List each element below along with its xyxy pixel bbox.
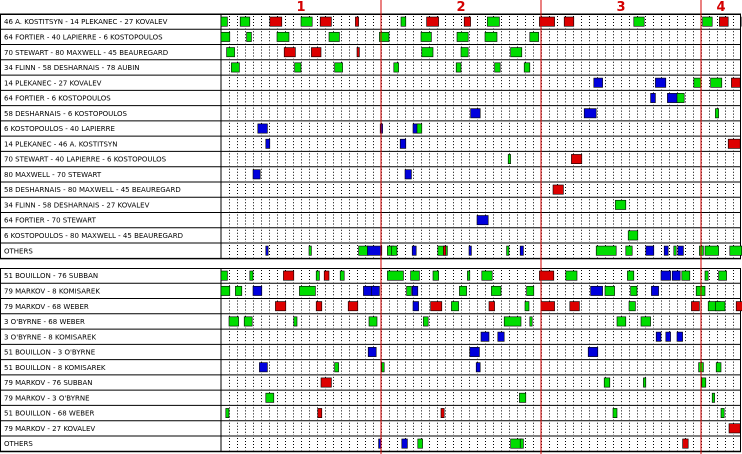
shift-bar — [615, 200, 625, 209]
shift-bar — [498, 332, 504, 341]
shift-bar — [524, 63, 530, 72]
shift-bar — [407, 286, 412, 295]
row-label: 70 STEWART - 80 MAXWELL - 45 BEAUREGARD — [4, 48, 169, 57]
shift-bar — [477, 216, 488, 225]
shift-bar — [530, 32, 539, 41]
shift-bar — [357, 48, 359, 57]
shift-bar — [489, 302, 495, 311]
shift-bar — [441, 408, 444, 417]
row-label: 46 A. KOSTITSYN - 14 PLEKANEC - 27 KOVALEV — [4, 18, 168, 27]
shift-bar — [511, 48, 522, 57]
shift-bar — [457, 32, 468, 41]
shift-bar — [631, 286, 637, 295]
row-label: 6 KOSTOPOULOS - 80 MAXWELL - 45 BEAUREGARD — [4, 232, 183, 241]
row-label: OTHERS — [4, 440, 33, 449]
shift-bar — [240, 17, 250, 26]
shift-bar — [519, 393, 525, 402]
shift-bar — [682, 271, 690, 280]
shift-bar — [309, 246, 311, 255]
row-label: 3 O'BYRNE - 8 KOMISAREK — [4, 333, 97, 342]
shift-bar — [482, 271, 492, 280]
shift-bar — [469, 246, 471, 255]
shift-bar — [643, 378, 645, 387]
shift-bar — [387, 271, 403, 280]
shift-bar — [605, 286, 615, 295]
shift-bar — [731, 78, 740, 87]
shift-bar — [508, 154, 510, 163]
shift-bar — [335, 363, 339, 372]
shift-bar — [275, 302, 285, 311]
shift-bar — [730, 246, 742, 255]
shift-bar — [594, 78, 603, 87]
shift-bar — [634, 17, 644, 26]
shift-bar — [221, 286, 230, 295]
shift-bar — [367, 246, 381, 255]
shift-bar — [329, 32, 339, 41]
shift-bar — [541, 302, 555, 311]
row-label: 79 MARKOV - 27 KOVALEV — [4, 424, 96, 433]
shift-bar — [405, 170, 411, 179]
shift-bar — [311, 48, 321, 57]
shift-bar — [294, 317, 297, 326]
shift-bar — [355, 17, 358, 26]
shift-bar — [507, 246, 509, 255]
shift-bar — [253, 286, 262, 295]
shift-bar — [487, 17, 499, 26]
shift-bar — [530, 317, 532, 326]
row-label: 51 BOUILLON - 3 O'BYRNE — [4, 348, 96, 357]
row-label: 79 MARKOV - 68 WEBER — [4, 302, 89, 311]
shift-bar — [656, 332, 661, 341]
shift-bar — [335, 63, 343, 72]
shift-bar — [641, 317, 651, 326]
shift-bar — [715, 302, 725, 311]
shift-bar — [316, 271, 319, 280]
shift-bar — [703, 17, 713, 26]
shift-bar — [666, 332, 671, 341]
shift-bar — [316, 302, 322, 311]
shift-bar — [674, 246, 676, 255]
shift-bar — [266, 246, 268, 255]
shift-bar — [412, 246, 416, 255]
shift-bar — [705, 271, 708, 280]
shift-bar — [588, 347, 598, 356]
shift-bar — [476, 363, 480, 372]
shift-bar — [627, 271, 633, 280]
shift-bar — [258, 124, 268, 133]
shift-bar — [324, 271, 329, 280]
shift-bar — [456, 63, 461, 72]
shift-bar — [244, 317, 252, 326]
shift-bar — [678, 246, 684, 255]
shift-bar — [413, 302, 419, 311]
shift-bar — [301, 17, 312, 26]
shift-bar — [485, 32, 497, 41]
shift-bar — [363, 286, 372, 295]
row-label: 79 MARKOV - 8 KOMISAREK — [4, 287, 100, 296]
shift-bar — [253, 170, 260, 179]
shift-bar — [626, 246, 632, 255]
shift-bar — [539, 271, 553, 280]
header-strip — [0, 0, 741, 14]
shift-bar — [571, 154, 581, 163]
row-label: 79 MARKOV - 3 O'BYRNE — [4, 394, 90, 403]
row-label: OTHERS — [4, 247, 33, 256]
shift-bar — [677, 332, 683, 341]
shift-bar — [451, 302, 458, 311]
shift-bar — [736, 302, 742, 311]
shift-bar — [661, 271, 671, 280]
shift-bar — [318, 408, 322, 417]
shift-bar — [231, 63, 239, 72]
shift-bar — [359, 246, 369, 255]
shift-bar — [677, 93, 684, 102]
shift-bar — [340, 271, 344, 280]
shift-bar — [431, 302, 442, 311]
shift-bar — [227, 48, 235, 57]
shift-bar — [394, 63, 399, 72]
shift-bar — [247, 32, 252, 41]
shift-bar — [402, 439, 408, 448]
shift-bar — [464, 17, 470, 26]
row-label: 34 FLINN - 58 DESHARNAIS - 78 AUBIN — [4, 64, 140, 73]
row-label: 58 DESHARNAIS - 6 KOSTOPOULOS — [4, 109, 127, 118]
shift-bar — [604, 378, 610, 387]
shift-bar — [422, 48, 433, 57]
shift-bar — [591, 286, 603, 295]
shift-bar — [400, 139, 406, 148]
shift-bar — [433, 271, 439, 280]
shift-bar — [728, 139, 740, 148]
shift-bar — [382, 363, 384, 372]
shift-bar — [459, 286, 466, 295]
shift-bar — [229, 317, 239, 326]
shift-bar — [553, 185, 563, 194]
shift-bar — [427, 17, 439, 26]
shift-bar — [539, 17, 554, 26]
shift-bar — [412, 286, 418, 295]
period-label: 1 — [296, 0, 306, 15]
shift-bar — [443, 246, 445, 255]
shift-bar — [683, 439, 689, 448]
shift-bar — [471, 109, 481, 118]
shift-bar — [368, 347, 376, 356]
shift-bar — [651, 93, 656, 102]
row-label: 51 BOUILLON - 76 SUBBAN — [4, 272, 99, 281]
shift-bar — [596, 246, 616, 255]
shift-bar — [481, 332, 489, 341]
shift-bar — [719, 271, 727, 280]
shift-bar — [320, 17, 331, 26]
row-label: 3 O'BYRNE - 68 WEBER — [4, 318, 85, 327]
shift-bar — [221, 271, 227, 280]
shift-bar — [566, 271, 577, 280]
shift-bar — [421, 32, 431, 41]
shift-bar — [504, 317, 521, 326]
shift-bar — [617, 317, 626, 326]
shift-bar — [629, 302, 635, 311]
shift-bar — [348, 302, 358, 311]
shift-bar — [221, 17, 227, 26]
shift-bar — [715, 109, 718, 118]
shift-bar — [527, 286, 534, 295]
shift-bar — [418, 439, 423, 448]
shift-bar — [691, 302, 699, 311]
period-label: 2 — [456, 0, 466, 15]
shift-bar — [277, 32, 289, 41]
shift-bar — [664, 246, 668, 255]
row-label: 51 BOUILLON - 68 WEBER — [4, 409, 95, 418]
shift-bar — [266, 139, 270, 148]
shift-bar — [705, 246, 719, 255]
shift-bar — [564, 17, 574, 26]
period-label: 4 — [716, 0, 726, 15]
shift-bar — [694, 78, 701, 87]
shift-bar — [651, 286, 658, 295]
shift-bar — [655, 78, 665, 87]
row-label: 51 BOUILLON - 8 KOMISAREK — [4, 363, 106, 372]
shift-bar — [411, 271, 420, 280]
shift-bar — [284, 48, 295, 57]
row-label: 34 FLINN - 58 DESHARNAIS - 27 KOVALEV — [4, 201, 150, 210]
shift-bar — [520, 439, 523, 448]
shift-bar — [321, 378, 331, 387]
shift-bar — [613, 408, 617, 417]
shift-bar — [391, 246, 397, 255]
shift-bar — [712, 393, 714, 402]
shift-bar — [270, 17, 282, 26]
shift-bar — [371, 286, 379, 295]
shift-bar — [470, 347, 480, 356]
shift-bar — [467, 271, 469, 280]
shift-bar — [525, 302, 529, 311]
row-label: 64 FORTIER - 70 STEWART — [4, 216, 96, 225]
row-label: 64 FORTIER - 6 KOSTOPOULOS — [4, 94, 111, 103]
row-label: 79 MARKOV - 76 SUBBAN — [4, 379, 93, 388]
shift-bar — [259, 363, 267, 372]
shift-bar — [417, 124, 422, 133]
row-label: 6 KOSTOPOULOS - 40 LAPIERRE — [4, 125, 115, 134]
shift-bar — [283, 271, 293, 280]
shift-bar — [628, 231, 638, 240]
shift-bar — [250, 271, 253, 280]
shift-bar — [719, 17, 728, 26]
shift-bar — [584, 109, 596, 118]
shift-bar — [401, 17, 406, 26]
shift-bar — [295, 63, 301, 72]
shift-bar — [299, 286, 315, 295]
row-label: 14 PLEKANEC - 46 A. KOSTITSYN — [4, 140, 118, 149]
shift-bar — [266, 393, 274, 402]
shift-bar — [461, 48, 468, 57]
period-label: 3 — [616, 0, 626, 15]
row-label: 14 PLEKANEC - 27 KOVALEV — [4, 79, 102, 88]
shift-bar — [646, 246, 654, 255]
row-label: 80 MAXWELL - 70 STEWART — [4, 170, 102, 179]
shift-bar — [570, 302, 580, 311]
shift-bar — [716, 363, 721, 372]
shift-bar — [721, 408, 724, 417]
shift-bar — [495, 63, 501, 72]
shift-bar — [369, 317, 377, 326]
shift-bar — [711, 78, 722, 87]
shift-bar — [491, 286, 501, 295]
shift-bar — [226, 408, 229, 417]
shift-bar — [672, 271, 680, 280]
row-label: 64 FORTIER - 40 LAPIERRE - 6 KOSTOPOULOS — [4, 33, 163, 42]
shift-bar — [235, 286, 241, 295]
row-label: 58 DESHARNAIS - 80 MAXWELL - 45 BEAUREGARD — [4, 186, 181, 195]
shift-bar — [221, 32, 230, 41]
shift-bar — [702, 378, 706, 387]
shift-bar — [520, 246, 523, 255]
shift-bar — [729, 424, 740, 433]
row-label: 70 STEWART - 40 LAPIERRE - 6 KOSTOPOULOS — [4, 155, 167, 164]
shift-bar — [423, 317, 428, 326]
